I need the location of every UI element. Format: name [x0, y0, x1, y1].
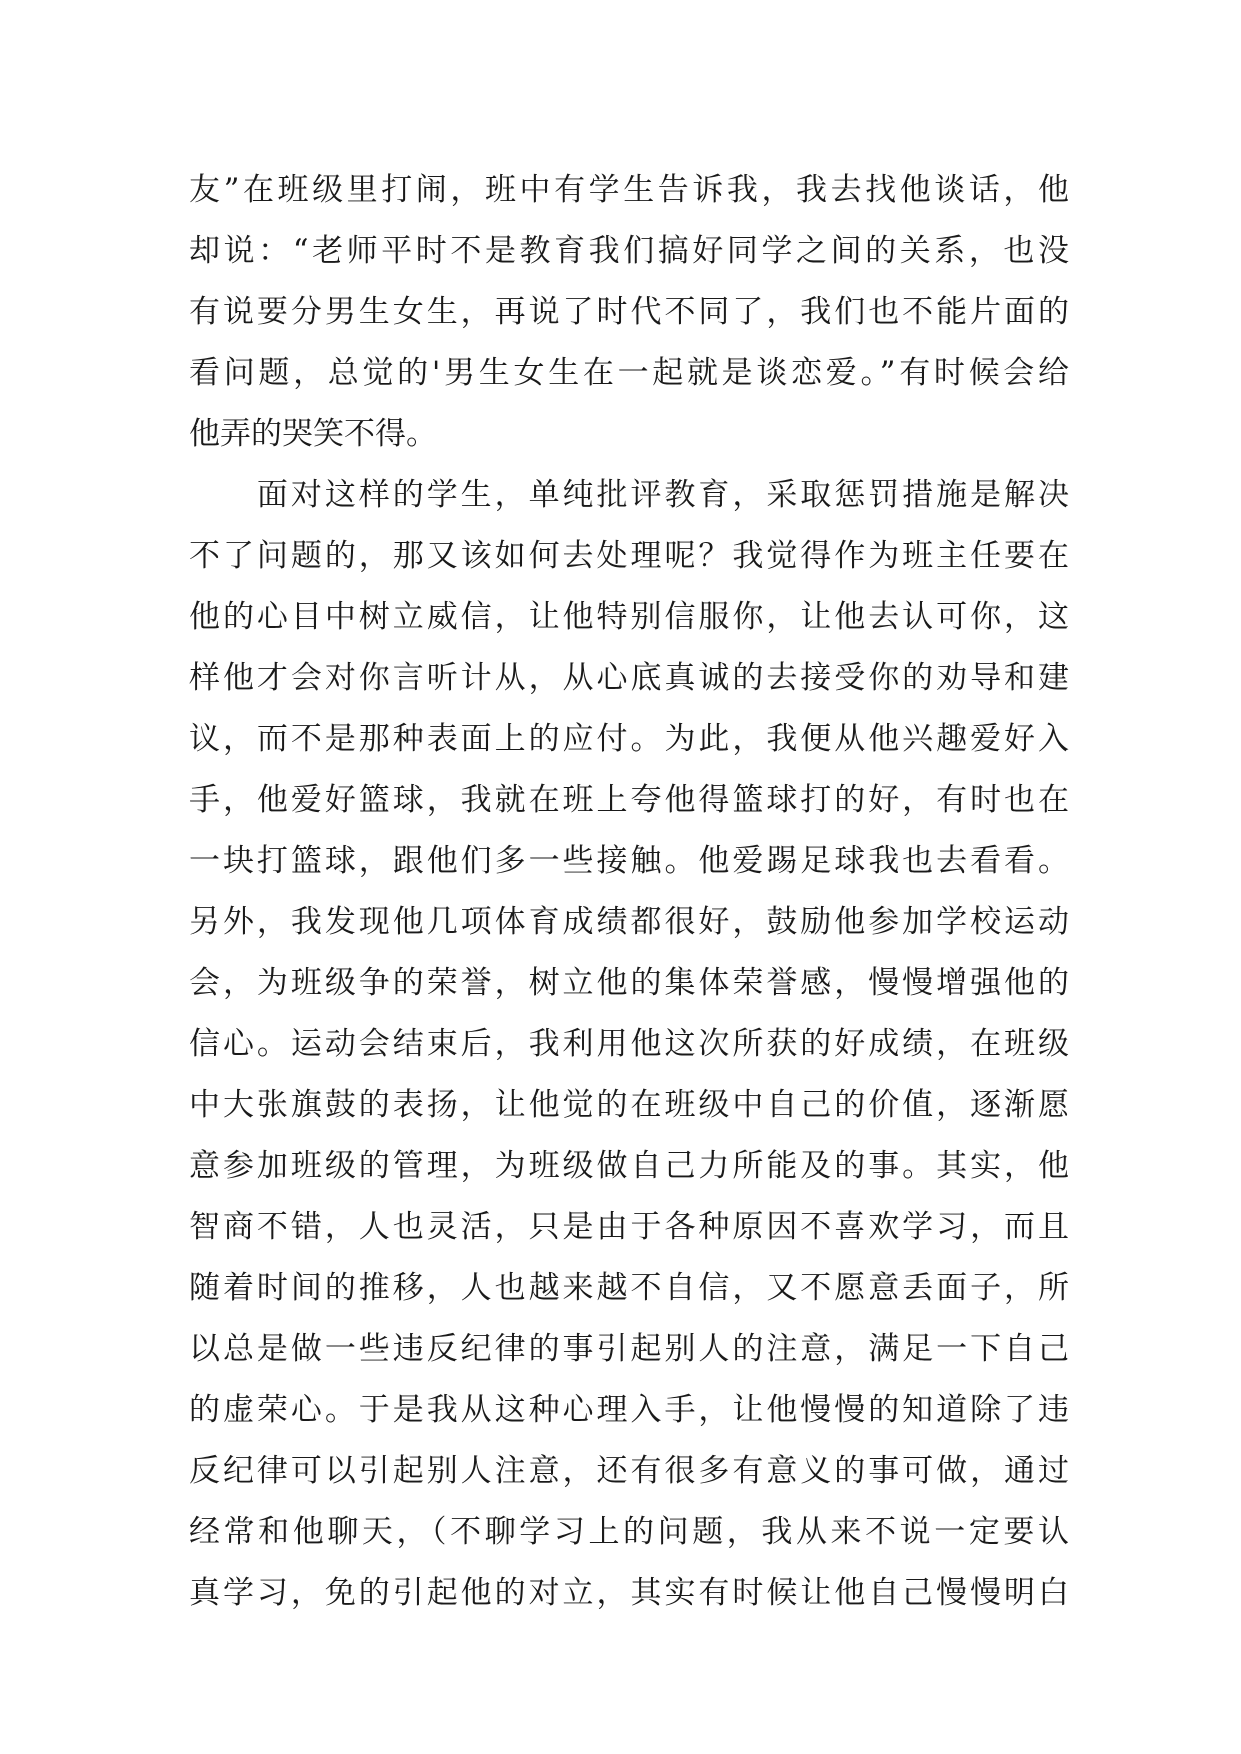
text-line: 会，为班级争的荣誉，树立他的集体荣誉感，慢慢增强他的: [189, 965, 1069, 1001]
text-line: 中大张旗鼓的表扬，让他觉的在班级中自己的价值，逐渐愿: [189, 1087, 1069, 1123]
text-line: 意参加班级的管理，为班级做自己力所能及的事。其实，他: [189, 1148, 1069, 1184]
text-line: 智商不错，人也灵活，只是由于各种原因不喜欢学习，而且: [189, 1209, 1069, 1245]
text-line: 经常和他聊天，（不聊学习上的问题，我从来不说一定要认: [189, 1514, 1069, 1550]
text-line: 看问题，总觉的'男生女生在一起就是谈恋爱。”有时候会给: [189, 355, 1069, 391]
paragraph-end-line: 他弄的哭笑不得。: [189, 416, 437, 452]
text-line: 的虚荣心。于是我从这种心理入手，让他慢慢的知道除了违: [189, 1392, 1069, 1428]
text-line: 反纪律可以引起别人注意，还有很多有意义的事可做，通过: [189, 1453, 1069, 1489]
text-line: 手，他爱好篮球，我就在班上夸他得篮球打的好，有时也在: [189, 782, 1069, 818]
text-line: 真学习，免的引起他的对立，其实有时候让他自己慢慢明白: [189, 1575, 1069, 1611]
text-line: 以总是做一些违反纪律的事引起别人的注意，满足一下自己: [189, 1331, 1069, 1367]
text-line: 却说：“老师平时不是教育我们搞好同学之间的关系，也没: [189, 233, 1069, 269]
text-line: 议，而不是那种表面上的应付。为此，我便从他兴趣爱好入: [189, 721, 1069, 757]
text-line: 友”在班级里打闹，班中有学生告诉我，我去找他谈话，他: [189, 172, 1069, 208]
text-line: 不了问题的，那又该如何去处理呢？我觉得作为班主任要在: [189, 538, 1069, 574]
text-line: 信心。运动会结束后，我利用他这次所获的好成绩，在班级: [189, 1026, 1069, 1062]
text-line: 他的心目中树立威信，让他特别信服你，让他去认可你，这: [189, 599, 1069, 635]
text-line: 有说要分男生女生，再说了时代不同了，我们也不能片面的: [189, 294, 1069, 330]
text-line: 样他才会对你言听计从，从心底真诚的去接受你的劝导和建: [189, 660, 1069, 696]
paragraph-start-line: 面对这样的学生，单纯批评教育，采取惩罚措施是解决: [189, 477, 1069, 513]
text-line: 一块打篮球，跟他们多一些接触。他爱踢足球我也去看看。: [189, 843, 1069, 879]
text-line: 随着时间的推移，人也越来越不自信，又不愿意丢面子，所: [189, 1270, 1069, 1306]
body-text: [189, 160, 1069, 1624]
text-line: 另外，我发现他几项体育成绩都很好，鼓励他参加学校运动: [189, 904, 1069, 940]
